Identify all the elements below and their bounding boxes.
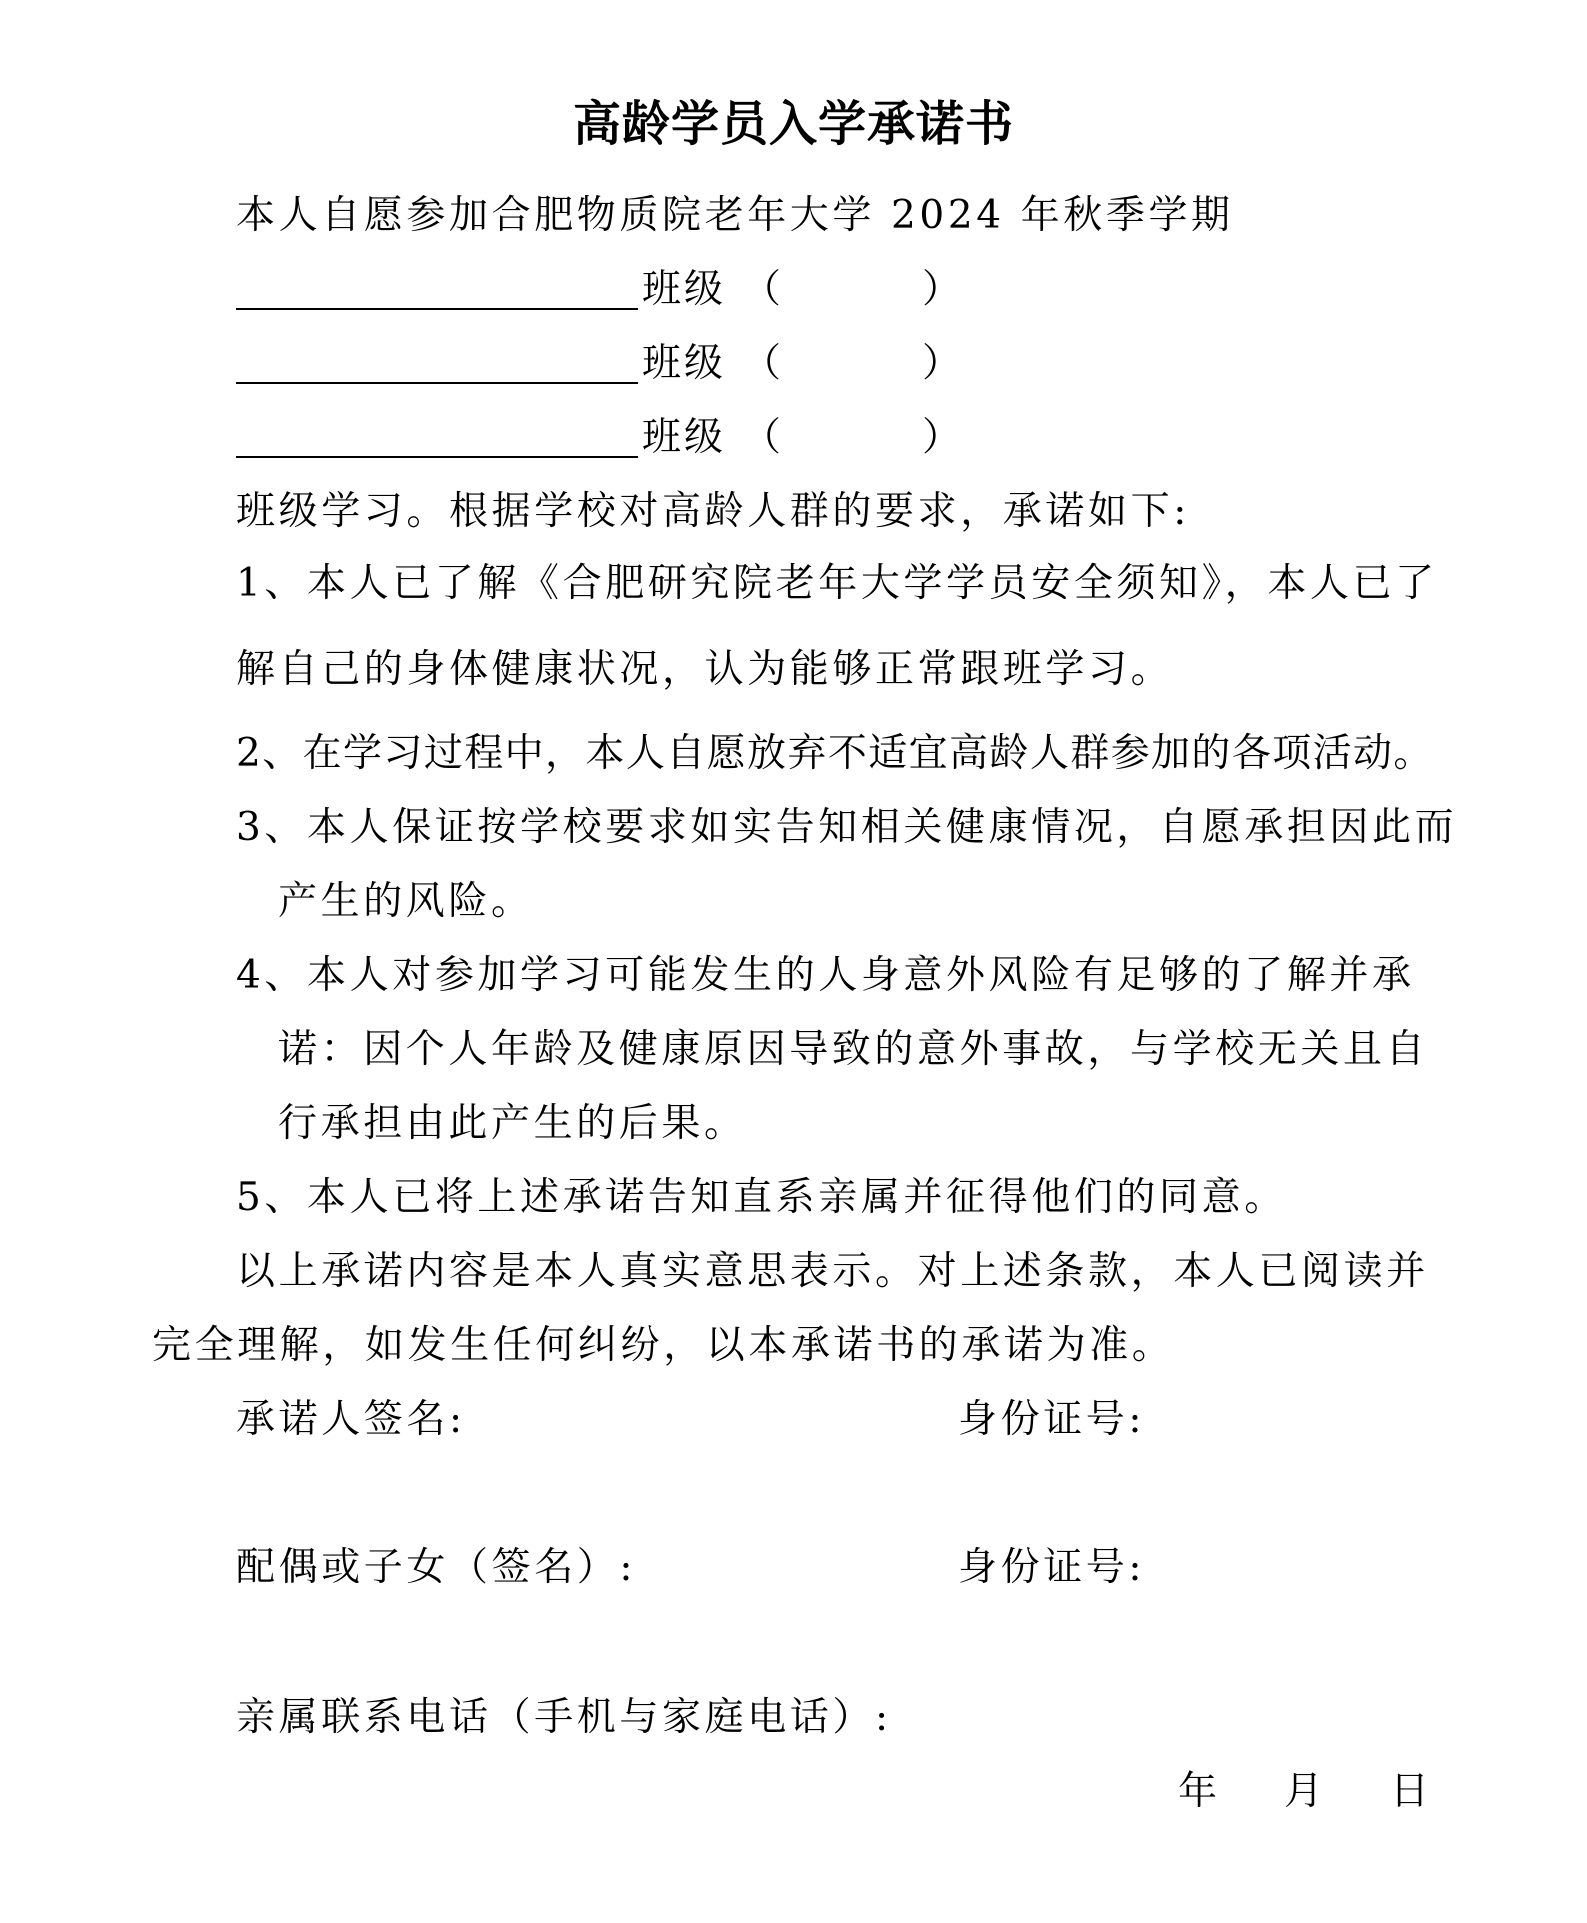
closing-line-2: 完全理解，如发生任何纠纷，以本承诺书的承诺为准。 bbox=[152, 1323, 1175, 1368]
relative-phone-label: 亲属联系电话（手机与家庭电话）: bbox=[236, 1695, 892, 1740]
paren-open-2: （ bbox=[742, 341, 782, 386]
item-4-line-2: 诺：因个人年龄及健康原因导致的意外事故，与学校无关且自 bbox=[278, 1027, 1429, 1072]
class-blank-3[interactable] bbox=[236, 456, 638, 458]
item-1-line-2: 解自己的身体健康状况，认为能够正常跟班学习。 bbox=[236, 647, 1174, 692]
item-3-line-1: 3、本人保证按学校要求如实告知相关健康情况，自愿承担因此而 bbox=[236, 805, 1458, 850]
document-title: 高龄学员入学承诺书 bbox=[572, 96, 1014, 152]
class-label-2: 班级 bbox=[642, 341, 727, 386]
promisor-id-label: 身份证号: bbox=[958, 1397, 1146, 1442]
intro-end-text: 班级学习。根据学校对高龄人群的要求，承诺如下: bbox=[236, 489, 1190, 534]
intro-text: 本人自愿参加合肥物质院老年大学 2024 年秋季学期 bbox=[236, 193, 1234, 238]
paren-close-2: ） bbox=[922, 341, 962, 386]
class-blank-2[interactable] bbox=[236, 382, 638, 384]
paren-open-1: （ bbox=[742, 267, 782, 312]
item-1-line-1: 1、本人已了解《合肥研究院老年大学学员安全须知》，本人已了 bbox=[236, 561, 1438, 606]
paren-open-3: （ bbox=[742, 415, 782, 460]
paren-close-3: ） bbox=[922, 415, 962, 460]
class-blank-1[interactable] bbox=[236, 308, 638, 310]
spouse-id-label: 身份证号: bbox=[958, 1545, 1146, 1590]
date-day: 日 bbox=[1390, 1769, 1430, 1814]
item-2-line-1: 2、在学习过程中，本人自愿放弃不适宜高龄人群参加的各项活动。 bbox=[236, 731, 1434, 776]
closing-line-1: 以上承诺内容是本人真实意思表示。对上述条款，本人已阅读并 bbox=[236, 1249, 1429, 1294]
class-label-1: 班级 bbox=[642, 267, 727, 312]
date-year: 年 bbox=[1178, 1769, 1218, 1814]
paren-close-1: ） bbox=[922, 267, 962, 312]
item-4-line-3: 行承担由此产生的后果。 bbox=[278, 1101, 747, 1146]
promisor-signature-label: 承诺人签名: bbox=[236, 1397, 466, 1442]
item-5-line-1: 5、本人已将上述承诺告知直系亲属并征得他们的同意。 bbox=[236, 1175, 1287, 1220]
date-month: 月 bbox=[1284, 1769, 1324, 1814]
class-label-3: 班级 bbox=[642, 415, 727, 460]
item-3-line-2: 产生的风险。 bbox=[278, 879, 534, 924]
item-4-line-1: 4、本人对参加学习可能发生的人身意外风险有足够的了解并承 bbox=[236, 953, 1415, 998]
spouse-signature-label: 配偶或子女（签名）: bbox=[236, 1545, 637, 1590]
